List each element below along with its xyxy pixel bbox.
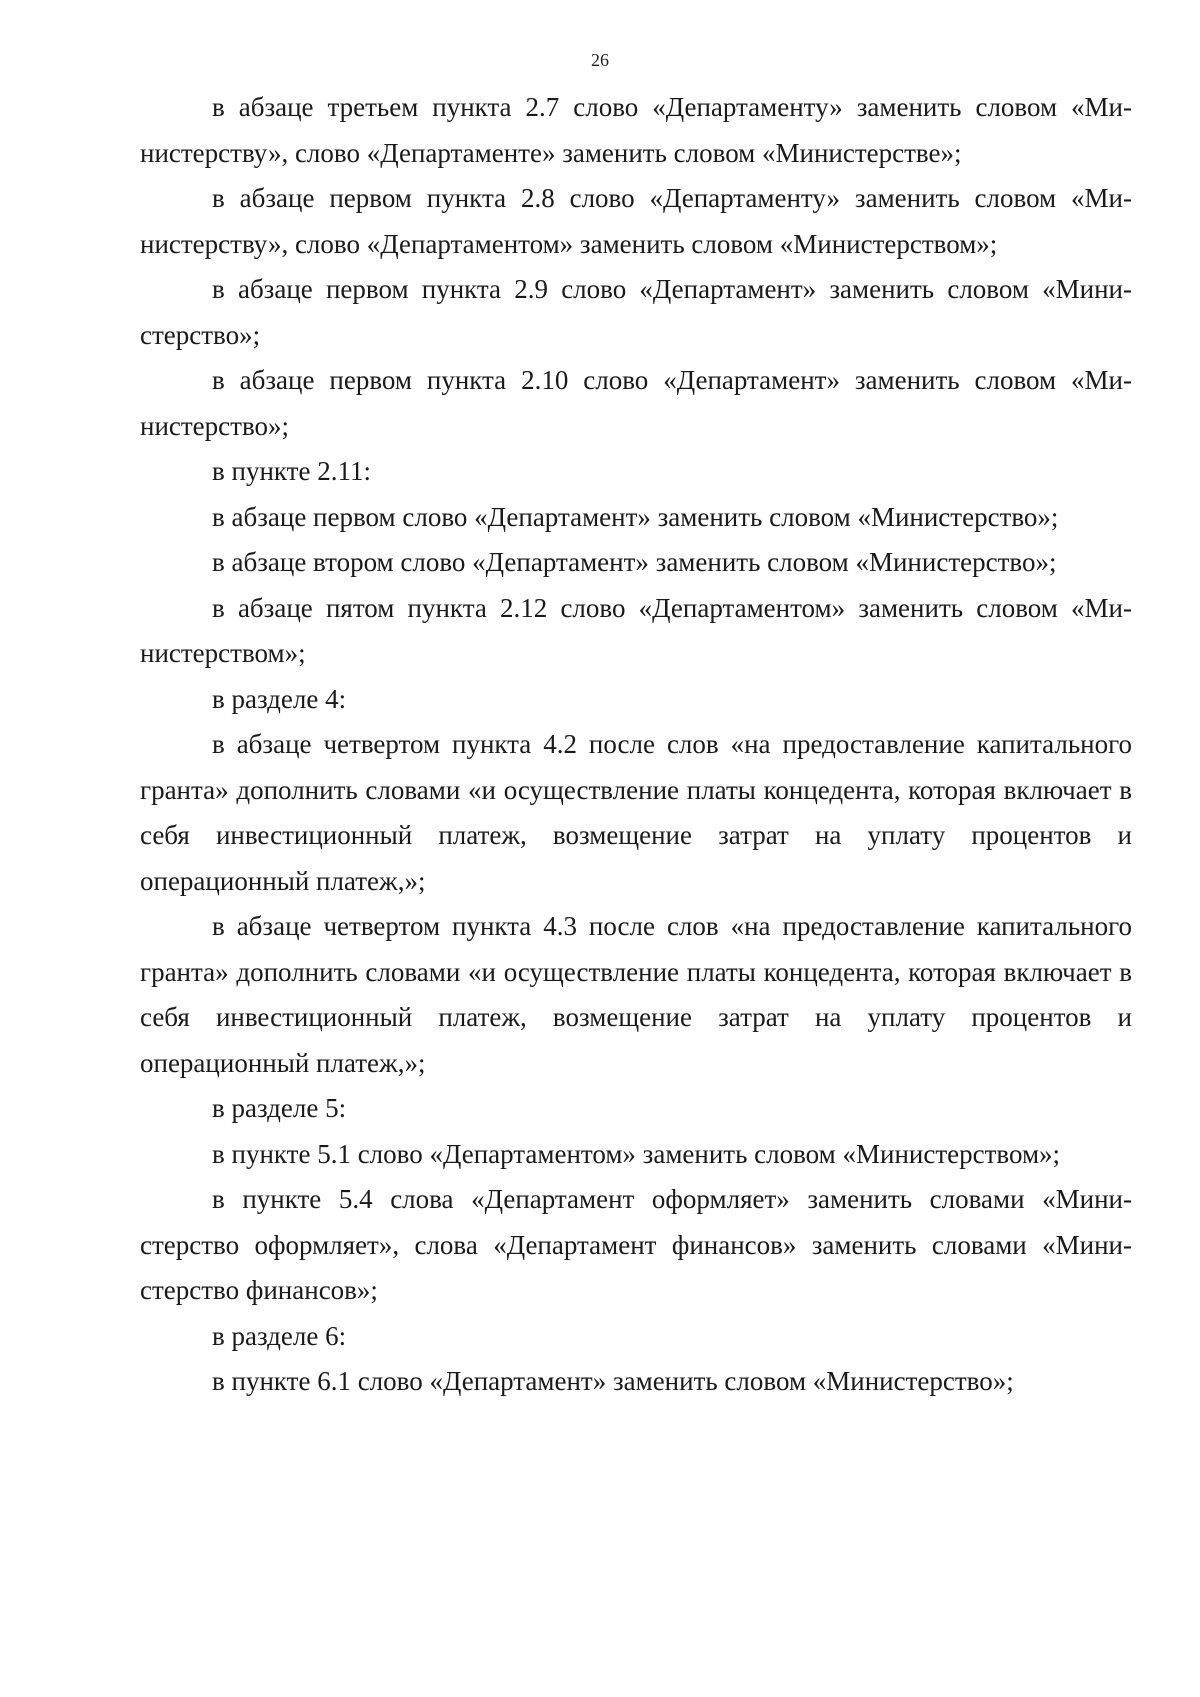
- paragraph: в абзаце первом слово «Департамент» заменить словом «Министерство»;: [212, 501, 1059, 532]
- section-heading: в пункте 2.11:: [212, 456, 371, 486]
- section-heading: в разделе 4:: [212, 683, 347, 714]
- section-heading: в разделе 5:: [212, 1093, 347, 1123]
- paragraph: в абзаце первом пункта 2.9 слово «Департамент» заменить словом «Министерство»;: [140, 274, 1132, 350]
- paragraph: в абзаце втором слово «Департамент» заменить словом «Министерство»;: [212, 547, 1057, 577]
- paragraph: в пункте 6.1 слово «Департамент» заменить словом «Министерство»;: [212, 1366, 1014, 1396]
- document-body: [140, 85, 1132, 1405]
- paragraph: в абзаце первом пункта 2.10 слово «Департамент» заменить словом «Министерство»;: [140, 365, 1132, 441]
- paragraph: в абзаце четвертом пункта 4.3 после слов «на предоставление капитального гранта» дополнить словами «и осуществление платы концедента, которая включает в себя инвестиционный платеж, возмещение затрат на уплату процентов и операционный платеж,»;: [140, 911, 1132, 1078]
- section-heading: в разделе 6:: [212, 1320, 347, 1351]
- paragraph: в абзаце пятом пункта 2.12 слово «Департаментом» заменить словом «Министерством»;: [140, 592, 1132, 668]
- paragraph: в абзаце третьем пункта 2.7 слово «Департаменту» заменить словом «Министерству», слово «Департаменте» заменить словом «Министерстве»;: [140, 92, 1132, 168]
- paragraph: в пункте 5.1 слово «Департаментом» заменить словом «Министерством»;: [212, 1138, 1061, 1169]
- paragraph: в абзаце первом пункта 2.8 слово «Департаменту» заменить словом «Министерству», слово «Департаментом» заменить словом «Министерством»;: [140, 183, 1132, 259]
- paragraph: в абзаце четвертом пункта 4.2 после слов «на предоставление капитального гранта» дополнить словами «и осуществление платы концедента, которая включает в себя инвестиционный платеж, возмещение затрат на уплату процентов и операционный платеж,»;: [140, 729, 1132, 896]
- page-number: 26: [591, 50, 609, 70]
- paragraph: в пункте 5.4 слова «Департамент оформляет» заменить словами «Министерство оформляет», слова «Департамент финансов» заменить словами «Министерство финансов»;: [140, 1184, 1132, 1305]
